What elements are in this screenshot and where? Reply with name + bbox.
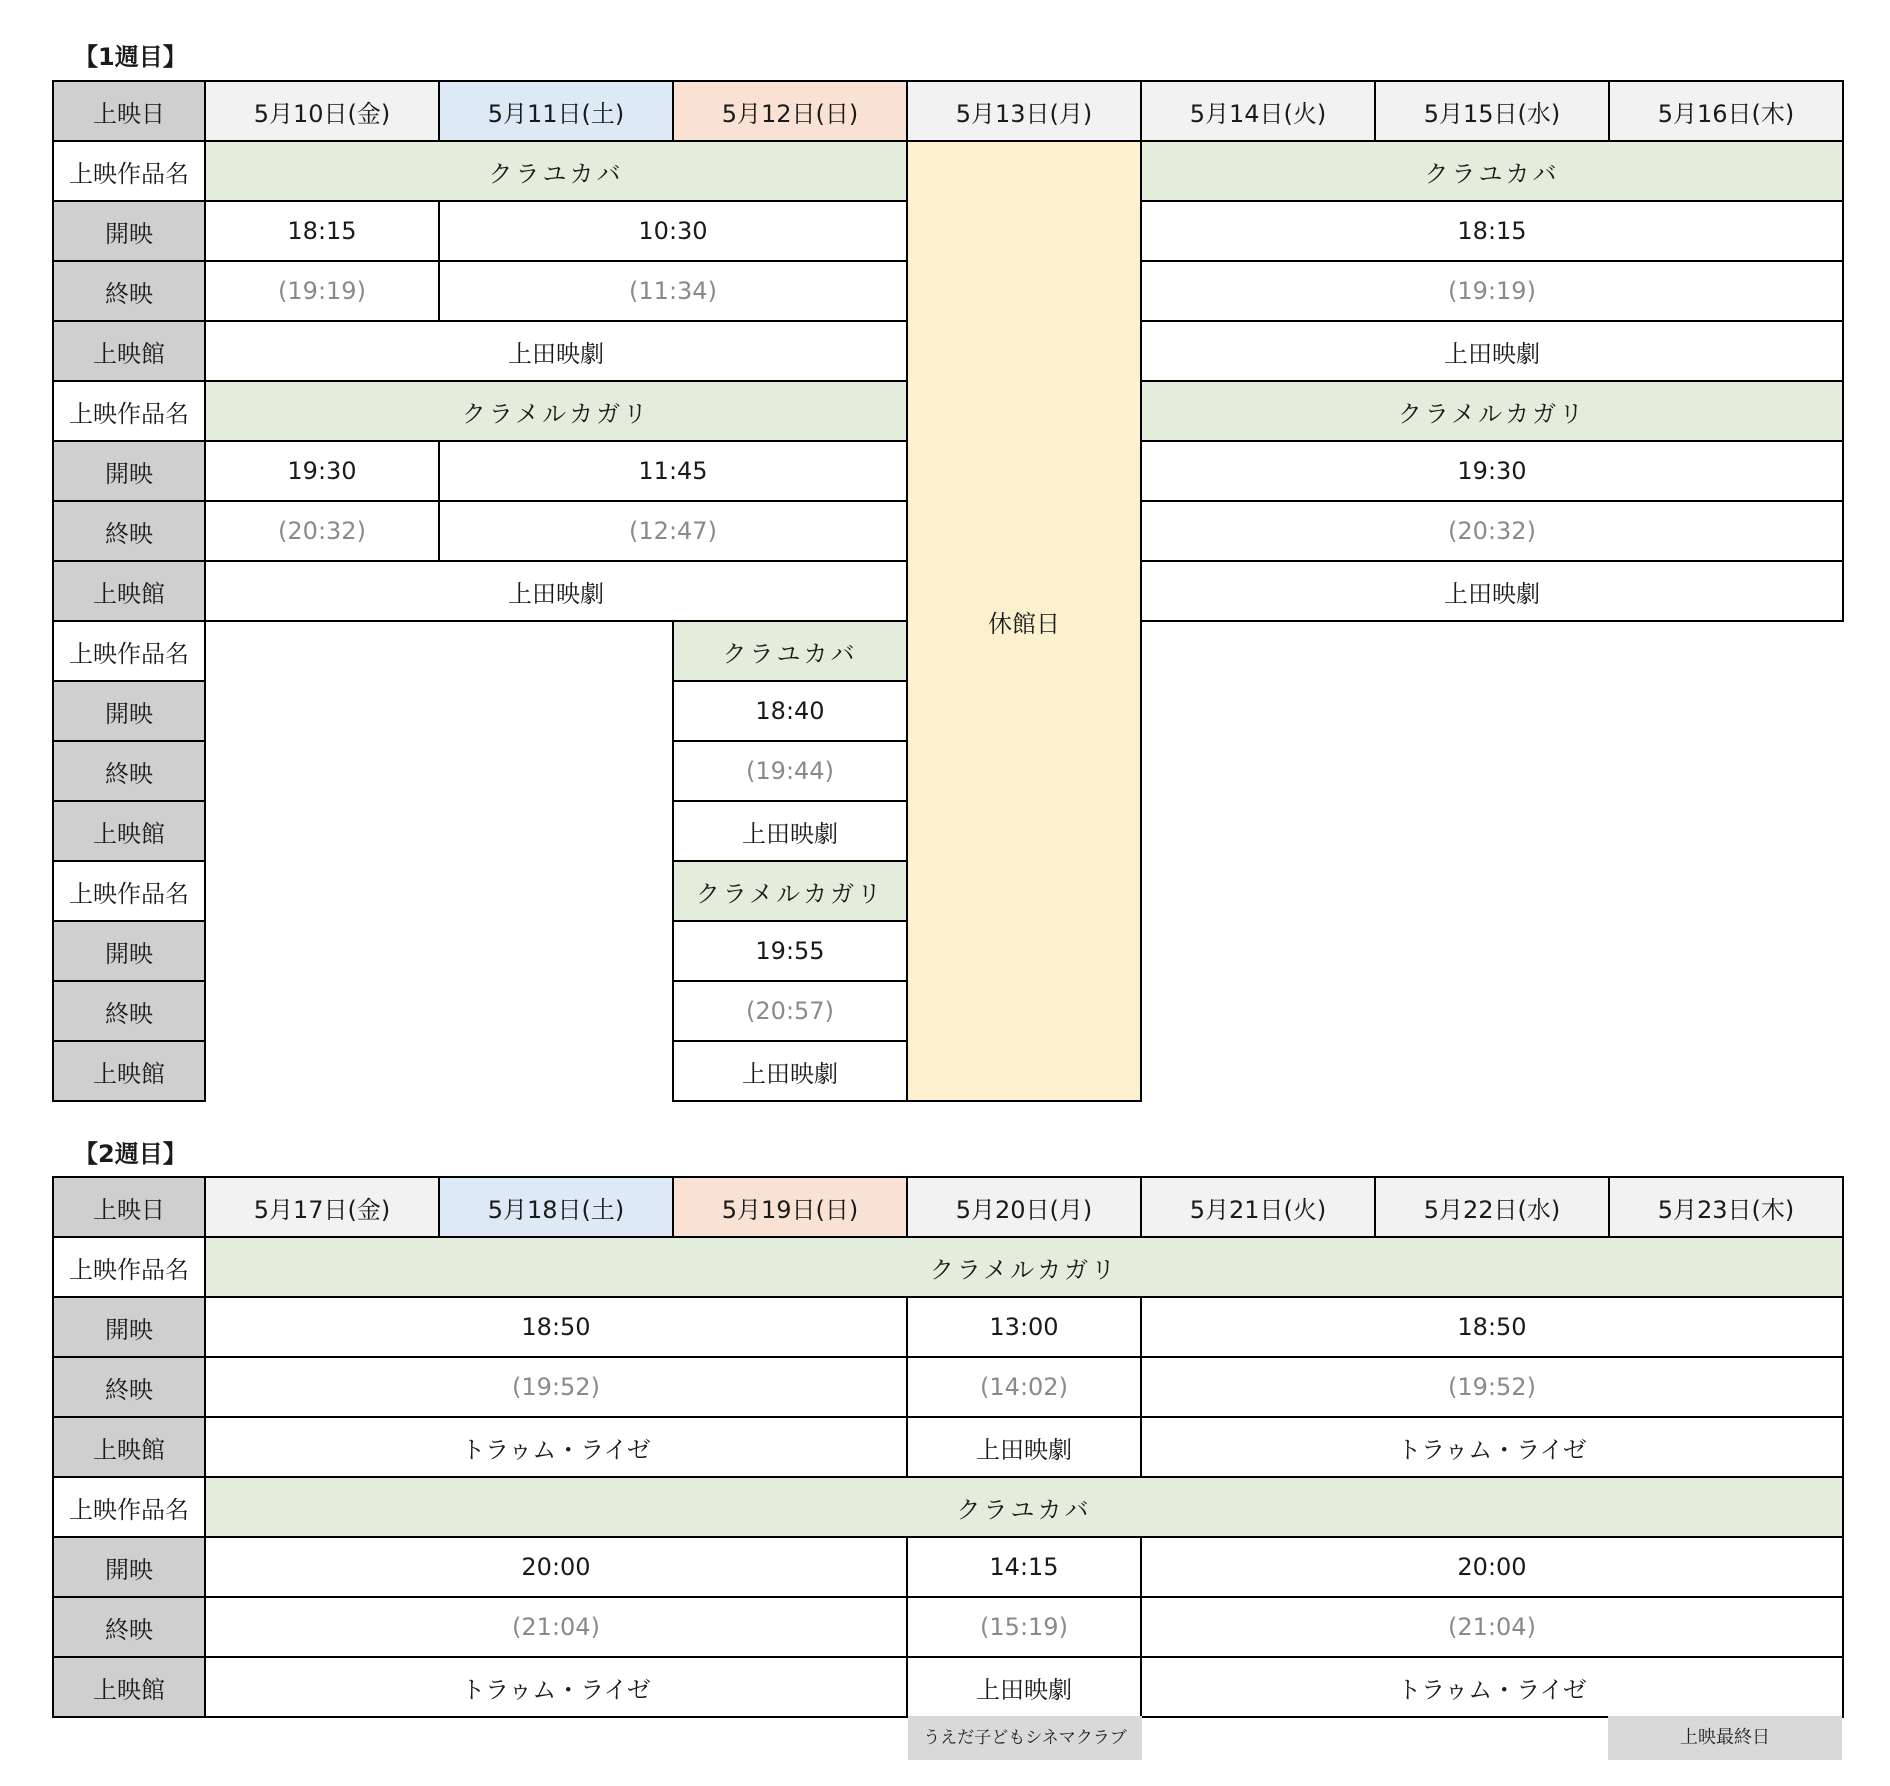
row-label-start: 開映	[53, 441, 205, 501]
date-cell-sunday: 5月12日(日)	[673, 81, 907, 141]
row-label-end: 終映	[53, 1597, 205, 1657]
row-label-venue: 上映館	[53, 1041, 205, 1101]
row-label-venue: 上映館	[53, 321, 205, 381]
start-time-cell: 18:50	[205, 1297, 907, 1357]
start-time-cell: 19:30	[1141, 441, 1843, 501]
venue-cell: 上田映劇	[907, 1417, 1141, 1477]
row-label-venue: 上映館	[53, 801, 205, 861]
venue-cell: トラゥム・ライゼ	[1141, 1657, 1843, 1717]
empty-cell	[205, 861, 673, 921]
start-time-cell: 18:40	[673, 681, 907, 741]
empty-cell	[205, 621, 673, 681]
end-time-cell: (11:34)	[439, 261, 907, 321]
date-row	[53, 81, 1843, 141]
venue-cell: 上田映劇	[673, 1041, 907, 1101]
date-cell: 5月23日(木)	[1609, 1177, 1843, 1237]
date-cell-saturday: 5月18日(土)	[439, 1177, 673, 1237]
row-label-title: 上映作品名	[53, 1477, 205, 1537]
start-time-cell: 20:00	[1141, 1537, 1843, 1597]
end-time-cell: (14:02)	[907, 1357, 1141, 1417]
venue-cell: トラゥム・ライゼ	[1141, 1417, 1843, 1477]
title-row	[53, 1477, 1843, 1537]
empty-cell	[1141, 681, 1843, 741]
film-title-cell: クラメルカガリ	[1141, 381, 1843, 441]
end-time-cell: (12:47)	[439, 501, 907, 561]
date-cell-sunday: 5月19日(日)	[673, 1177, 907, 1237]
venue-cell: トラゥム・ライゼ	[205, 1657, 907, 1717]
row-label-start: 開映	[53, 1297, 205, 1357]
start-time-cell: 14:15	[907, 1537, 1141, 1597]
date-row	[53, 1177, 1843, 1237]
row-label-venue: 上映館	[53, 561, 205, 621]
venue-row	[53, 1657, 1843, 1717]
row-label-title: 上映作品名	[53, 381, 205, 441]
venue-cell: 上田映劇	[205, 321, 907, 381]
row-label-end: 終映	[53, 261, 205, 321]
date-cell: 5月15日(水)	[1375, 81, 1609, 141]
end-time-cell: (19:19)	[1141, 261, 1843, 321]
start-time-cell: 19:55	[673, 921, 907, 981]
start-row	[53, 1297, 1843, 1357]
start-time-cell: 18:50	[1141, 1297, 1843, 1357]
kids-cinema-club-note: うえだ子どもシネマクラブ	[908, 1716, 1142, 1760]
end-time-cell: (15:19)	[907, 1597, 1141, 1657]
end-time-cell: (19:19)	[205, 261, 439, 321]
row-label-start: 開映	[53, 1537, 205, 1597]
film-title-cell: クラユカバ	[205, 1477, 1843, 1537]
empty-cell	[205, 981, 673, 1041]
end-time-cell: (21:04)	[1141, 1597, 1843, 1657]
row-label-start: 開映	[53, 681, 205, 741]
empty-cell	[1141, 861, 1843, 921]
last-screening-day-note: 上映最終日	[1608, 1716, 1842, 1760]
week2-heading: 【2週目】	[74, 1140, 187, 1168]
end-time-cell: (21:04)	[205, 1597, 907, 1657]
empty-cell	[1141, 621, 1843, 681]
empty-cell	[1141, 801, 1843, 861]
row-label-end: 終映	[53, 501, 205, 561]
start-time-cell: 10:30	[439, 201, 907, 261]
row-label-date: 上映日	[53, 81, 205, 141]
row-label-title: 上映作品名	[53, 141, 205, 201]
end-time-cell: (20:57)	[673, 981, 907, 1041]
end-row	[53, 1357, 1843, 1417]
empty-cell	[1141, 1041, 1843, 1101]
film-title-cell: クラユカバ	[1141, 141, 1843, 201]
row-label-end: 終映	[53, 981, 205, 1041]
film-title-cell: クラユカバ	[205, 141, 907, 201]
row-label-start: 開映	[53, 921, 205, 981]
film-title-cell: クラメルカガリ	[205, 381, 907, 441]
row-label-end: 終映	[53, 1357, 205, 1417]
row-label-end: 終映	[53, 741, 205, 801]
venue-cell: 上田映劇	[907, 1657, 1141, 1717]
end-row	[53, 1597, 1843, 1657]
empty-cell	[1141, 981, 1843, 1041]
week1-schedule-table	[52, 80, 1844, 1102]
end-time-cell: (20:32)	[1141, 501, 1843, 561]
date-cell: 5月22日(水)	[1375, 1177, 1609, 1237]
row-label-start: 開映	[53, 201, 205, 261]
row-label-title: 上映作品名	[53, 1237, 205, 1297]
row-label-venue: 上映館	[53, 1417, 205, 1477]
empty-cell	[205, 801, 673, 861]
date-cell: 5月16日(木)	[1609, 81, 1843, 141]
empty-cell	[1141, 921, 1843, 981]
venue-row	[53, 1417, 1843, 1477]
film-title-cell: クラユカバ	[673, 621, 907, 681]
week2-schedule-table	[52, 1176, 1844, 1718]
start-time-cell: 13:00	[907, 1297, 1141, 1357]
venue-cell: トラゥム・ライゼ	[205, 1417, 907, 1477]
empty-cell	[1141, 741, 1843, 801]
empty-cell	[205, 1041, 673, 1101]
venue-cell: 上田映劇	[1141, 561, 1843, 621]
venue-cell: 上田映劇	[1141, 321, 1843, 381]
start-time-cell: 11:45	[439, 441, 907, 501]
film-title-cell: クラメルカガリ	[673, 861, 907, 921]
start-row	[53, 1537, 1843, 1597]
date-cell: 5月10日(金)	[205, 81, 439, 141]
venue-cell: 上田映劇	[205, 561, 907, 621]
date-cell: 5月21日(火)	[1141, 1177, 1375, 1237]
date-cell: 5月13日(月)	[907, 81, 1141, 141]
end-time-cell: (20:32)	[205, 501, 439, 561]
end-time-cell: (19:52)	[1141, 1357, 1843, 1417]
end-time-cell: (19:52)	[205, 1357, 907, 1417]
row-label-title: 上映作品名	[53, 621, 205, 681]
start-time-cell: 18:15	[205, 201, 439, 261]
film-title-cell: クラメルカガリ	[205, 1237, 1843, 1297]
date-cell: 5月17日(金)	[205, 1177, 439, 1237]
end-time-cell: (19:44)	[673, 741, 907, 801]
start-time-cell: 20:00	[205, 1537, 907, 1597]
row-label-title: 上映作品名	[53, 861, 205, 921]
row-label-venue: 上映館	[53, 1657, 205, 1717]
title-row	[53, 1237, 1843, 1297]
date-cell: 5月14日(火)	[1141, 81, 1375, 141]
empty-cell	[205, 681, 673, 741]
week1-heading: 【1週目】	[74, 43, 187, 71]
row-label-date: 上映日	[53, 1177, 205, 1237]
venue-cell: 上田映劇	[673, 801, 907, 861]
title-row	[53, 141, 1843, 201]
closed-day-cell: 休館日	[907, 141, 1141, 1101]
empty-cell	[205, 921, 673, 981]
empty-cell	[205, 741, 673, 801]
date-cell-saturday: 5月11日(土)	[439, 81, 673, 141]
start-time-cell: 19:30	[205, 441, 439, 501]
start-time-cell: 18:15	[1141, 201, 1843, 261]
date-cell: 5月20日(月)	[907, 1177, 1141, 1237]
